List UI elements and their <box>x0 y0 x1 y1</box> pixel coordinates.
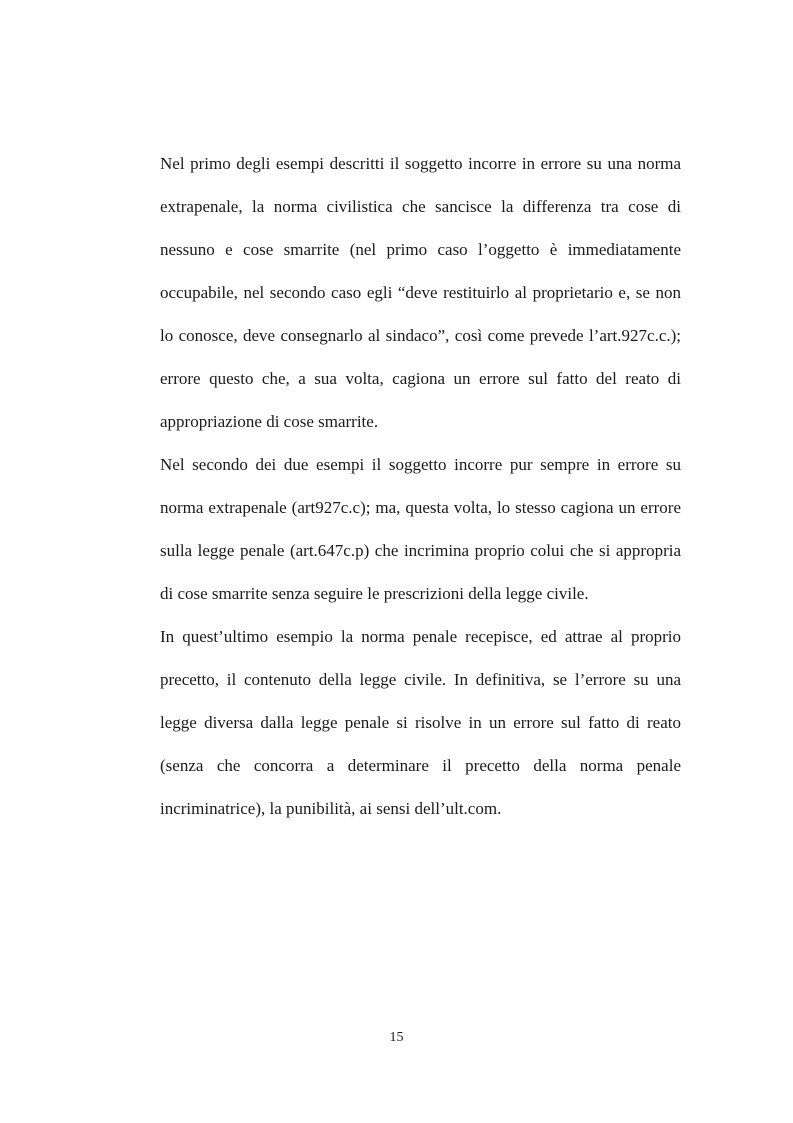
paragraph-3: In quest’ultimo esempio la norma penale recepisce, ed attrae al proprio precetto, il contenuto della legge civile. In definitiva, se l’errore su una legge diversa dalla legge penale si risolve in un errore sul fatto di reato (senza che concorra a determinare il precetto della norma penale incriminatrice), la punibilità, ai sensi dell’ult.com. <box>160 627 681 818</box>
page-number: 15 <box>389 1030 404 1045</box>
paragraph-1: Nel primo degli esempi descritti il soggetto incorre in errore su una norma extrapenale, la norma civilistica che sancisce la differenza tra cose di nessuno e cose smarrite (nel primo caso l’oggetto è immediatamente occupabile, nel secondo caso egli “deve restituirlo al proprietario e, se non lo conosce, deve consegnarlo al sindaco”, così come prevede l’art.927c.c.); errore questo che, a sua volta, cagiona un errore sul fatto del reato di appropriazione di cose smarrite. <box>160 154 681 431</box>
paragraph-2: Nel secondo dei due esempi il soggetto incorre pur sempre in errore su norma extrapenale (art927c.c); ma, questa volta, lo stesso cagiona un errore sulla legge penale (art.647c.p) che incrimina proprio colui che si appropria di cose smarrite senza seguire le prescrizioni della legge civile. <box>160 455 681 603</box>
body-text <box>160 142 681 830</box>
